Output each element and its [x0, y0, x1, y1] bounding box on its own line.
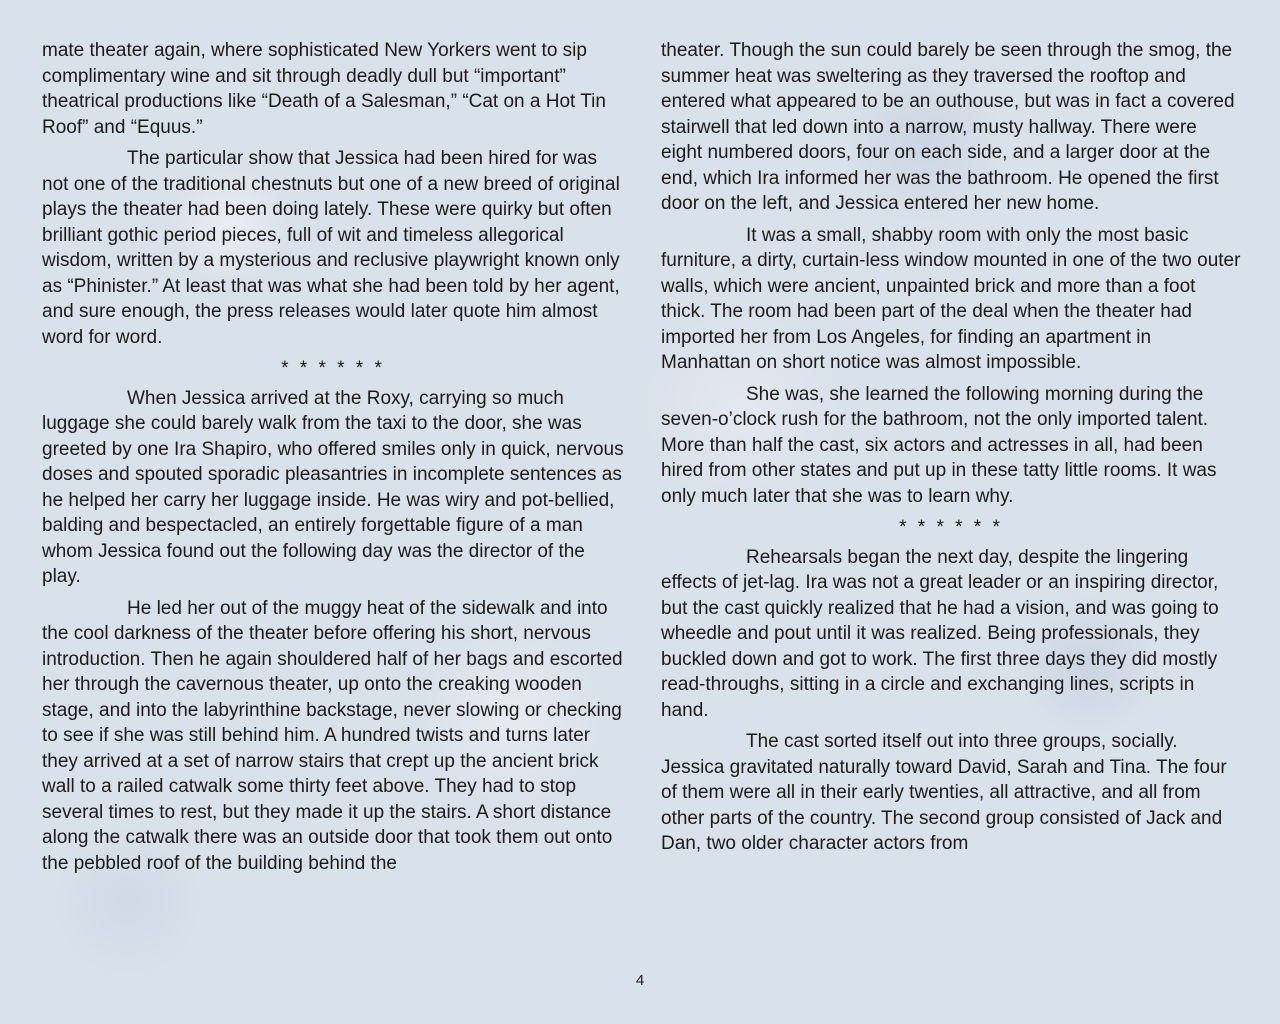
section-separator-left: * * * * * *	[281, 358, 385, 379]
section-separator-right: * * * * * *	[899, 517, 1003, 538]
left-column	[42, 38, 624, 882]
right-paragraph-5: The cast sorted itself out into three groups, socially. Jessica gravitated naturally toward David, Sarah and Tina. The four of them were all in their early twenties, all attractive, and all from other parts of the country. The second group consisted of Jack and Dan, two older character actors from	[661, 731, 1227, 854]
right-paragraph-2: It was a small, shabby room with only the most basic furniture, a dirty, curtain-less window mounted in one of the two outer walls, which were ancient, unpainted brick and more than a foot thick. The room had been part of the deal when the theater had imported her from Los Angeles, for finding an apartment in Manhattan on short notice was almost impossible.	[661, 224, 1241, 373]
left-paragraph-4: He led her out of the muggy heat of the sidewalk and into the cool darkness of the theater before offering his short, nervous introduction. Then he again shouldered half of her bags and escorted her through the cavernous theater, up onto the creaking wooden stage, and into the labyrinthine backstage, never slowing or checking to see if she was still behind him. A hundred twists and turns later they arrived at a set of narrow stairs that crept up the ancient brick wall to a railed catwalk some thirty feet above. They had to stop several times to rest, but they made it up the stairs. A short distance along the catwalk there was an outside door that took them out onto the pebbled roof of the building behind the	[42, 597, 623, 874]
right-paragraph-3: She was, she learned the following morning during the seven-o’clock rush for the bathroom, not the only imported talent. More than half the cast, six actors and actresses in all, had been hired from other states and put up in these tatty little rooms. It was only much later that she was to learn why.	[661, 383, 1217, 507]
left-paragraph-2: The particular show that Jessica had been hired for was not one of the traditional chestnuts but one of a new breed of original plays the theater had been doing lately. These were quirky but often brilliant gothic period pieces, full of wit and timeless allegorical wisdom, written by a mysterious and reclusive playwright known only as “Phinister.” At least that was what she had been told by her agent, and sure enough, the press releases would later quote him almost word for word.	[42, 148, 620, 348]
page-number: 4	[635, 972, 645, 989]
left-paragraph-1: mate theater again, where sophisticated New Yorkers went to sip complimentary wine and sit through deadly dull but “important” theatrical productions like “Death of a Salesman,” “Cat on a Hot Tin Roof” and “Equus.”	[42, 40, 606, 138]
right-column	[661, 38, 1241, 863]
right-paragraph-1: theater. Though the sun could barely be seen through the smog, the summer heat was sweltering as they traversed the rooftop and entered what appeared to be an outhouse, but was in fact a covered stairwell that led down into a narrow, musty hallway. There were eight numbered doors, four on each side, and a larger door at the end, which Ira informed her was the bathroom. He opened the first door on the left, and Jessica entered her new home.	[661, 40, 1235, 214]
left-paragraph-3: When Jessica arrived at the Roxy, carrying so much luggage she could barely walk from the taxi to the door, she was greeted by one Ira Shapiro, who offered smiles only in quick, nervous doses and spouted sporadic pleasantries in incomplete sentences as he helped her carry her luggage inside. He was wiry and pot-bellied, balding and bespectacled, an entirely forgettable figure of a man whom Jessica found out the following day was the director of the play.	[42, 387, 624, 587]
right-paragraph-4: Rehearsals began the next day, despite the lingering effects of jet-lag. Ira was not a great leader or an inspiring director, but the cast quickly realized that he had a vision, and was going to wheedle and pout until it was realized. Being professionals, they buckled down and got to work. The first three days they did mostly read-throughs, sitting in a circle and exchanging lines, scripts in hand.	[661, 546, 1219, 721]
